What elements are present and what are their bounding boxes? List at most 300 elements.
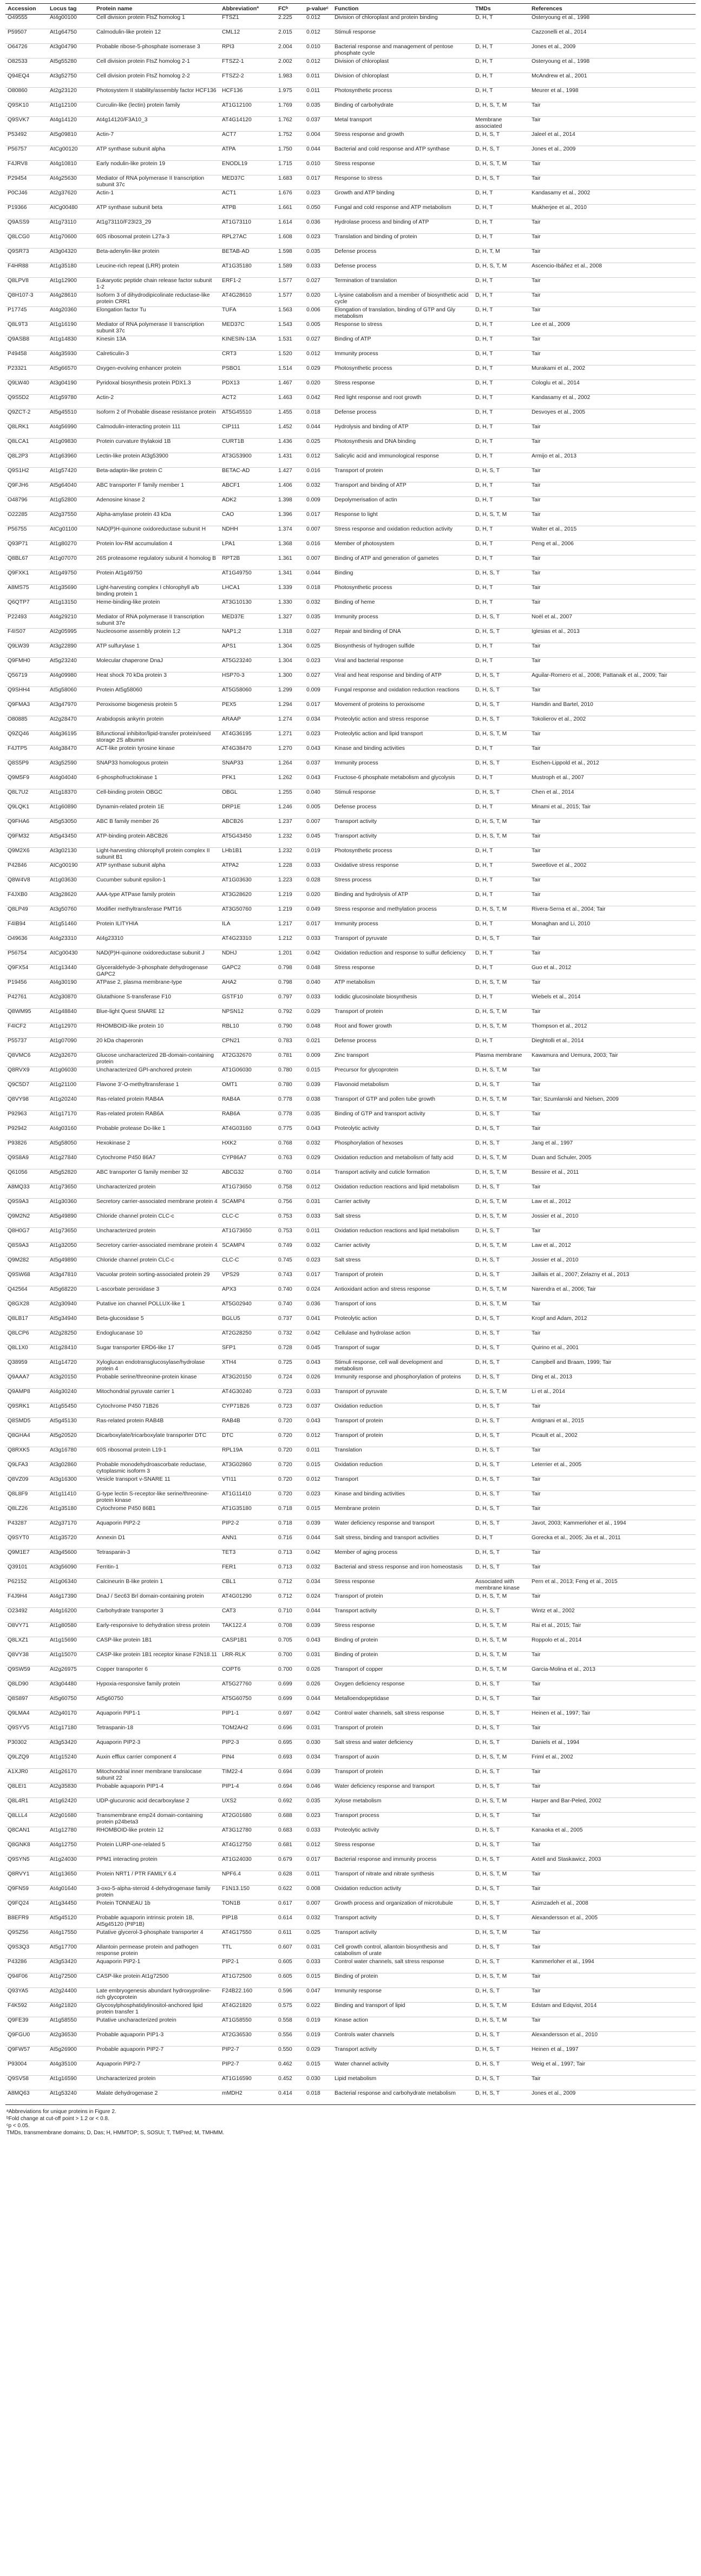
cell-p-value: 0.019 (304, 2017, 332, 2032)
table-row (5, 1228, 696, 1243)
cell-p-value: 0.033 (304, 936, 332, 950)
cell-fold-change: 0.692 (276, 1798, 304, 1813)
cell-p-value: 0.034 (304, 716, 332, 731)
cell-protein-name: Aquaporin PIP2-2 (94, 1520, 220, 1535)
cell-locus-tag: At3g04320 (48, 249, 94, 263)
cell-protein-name: Copper transporter 6 (94, 1666, 220, 1681)
cell-function: Zinc transport (332, 1052, 473, 1067)
cell-tmds: D, H, T (473, 453, 529, 468)
cell-protein-name: Aquaporin PIP2-3 (94, 1740, 220, 1754)
cell-accession: Q8L4R1 (5, 1798, 48, 1813)
cell-locus-tag: At3g16300 (48, 1476, 94, 1491)
cell-fold-change: 0.700 (276, 1666, 304, 1681)
cell-protein-name: Mediator of RNA polymerase II transcription subunit 37e (94, 614, 220, 629)
cell-function: Stress response and methylation process (332, 906, 473, 921)
cell-abbreviation: AT1G16590 (220, 2076, 276, 2090)
table-row (5, 1798, 696, 1813)
cell-locus-tag: At4g56990 (48, 424, 94, 439)
table-row (5, 1009, 696, 1023)
cell-function: Growth and ATP binding (332, 190, 473, 205)
cell-p-value: 0.010 (304, 44, 332, 58)
cell-abbreviation: AT2G28250 (220, 1330, 276, 1345)
table-row (5, 1959, 696, 1973)
cell-protein-name: 60S ribosomal protein L27a-3 (94, 234, 220, 249)
cell-fold-change: 0.740 (276, 1286, 304, 1301)
cell-abbreviation: ENODL19 (220, 161, 276, 175)
cell-accession: Q8LP49 (5, 906, 48, 921)
cell-abbreviation: GAPC2 (220, 965, 276, 979)
cell-locus-tag: At2g37550 (48, 512, 94, 526)
cell-function: Lipid metabolism (332, 2076, 473, 2090)
cell-p-value: 0.039 (304, 1082, 332, 1096)
cell-references: Murakami et al., 2002 (529, 365, 696, 380)
cell-references: Kanaoka et al., 2005 (529, 1827, 696, 1842)
table-row (5, 2003, 696, 2017)
cell-locus-tag: At1g59780 (48, 395, 94, 409)
cell-protein-name: Protein LURP-one-related 5 (94, 1842, 220, 1856)
cell-abbreviation: mMDH2 (220, 2090, 276, 2105)
cell-p-value: 0.043 (304, 775, 332, 789)
cell-abbreviation: VTI11 (220, 1476, 276, 1491)
cell-protein-name: Heat shock 70 kDa protein 3 (94, 672, 220, 687)
cell-references: Tair (529, 936, 696, 950)
cell-references: Tair (529, 2017, 696, 2032)
cell-tmds: D, H, T (473, 950, 529, 965)
cell-references: Tair (529, 599, 696, 614)
cell-function: Transport (332, 1476, 473, 1491)
cell-fold-change: 0.775 (276, 1126, 304, 1140)
cell-references: Tair (529, 1403, 696, 1418)
cell-p-value: 0.033 (304, 1959, 332, 1973)
cell-p-value: 0.019 (304, 848, 332, 862)
cell-protein-name: Kinesin 13A (94, 336, 220, 351)
table-row (5, 1476, 696, 1491)
cell-protein-name: Modifier methyltransferase PMT16 (94, 906, 220, 921)
cell-locus-tag: At3g53420 (48, 1740, 94, 1754)
cell-protein-name: Light-harvesting chlorophyll protein complex II subunit B1 (94, 848, 220, 862)
cell-p-value: 0.044 (304, 1608, 332, 1623)
cell-accession: A1XJR0 (5, 1769, 48, 1783)
cell-protein-name: ATP synthase subunit beta (94, 205, 220, 219)
cell-p-value: 0.033 (304, 1389, 332, 1403)
cell-locus-tag: At3g52750 (48, 73, 94, 88)
cell-locus-tag: At5g09810 (48, 132, 94, 146)
table-row (5, 409, 696, 424)
cell-locus-tag: At5g45130 (48, 1418, 94, 1433)
cell-protein-name: Late embryogenesis abundant hydroxyproline-rich glycoprotein (94, 1988, 220, 2003)
cell-locus-tag: At1g14830 (48, 336, 94, 351)
table-row (5, 819, 696, 833)
cell-accession: F4IS07 (5, 629, 48, 643)
cell-locus-tag: At3g47970 (48, 702, 94, 716)
table-row (5, 1754, 696, 1769)
cell-p-value: 0.019 (304, 2032, 332, 2047)
cell-protein-name: Probable aquaporin PIP2-7 (94, 2047, 220, 2061)
table-row (5, 1169, 696, 1184)
cell-p-value: 0.032 (304, 1140, 332, 1155)
cell-abbreviation: AT3G53900 (220, 453, 276, 468)
cell-function: Immunity process (332, 614, 473, 629)
cell-protein-name: Allantoin permease protein and pathogen response protein (94, 1944, 220, 1959)
cell-fold-change: 1.683 (276, 175, 304, 190)
cell-protein-name: Molecular chaperone DnaJ (94, 658, 220, 672)
cell-function: Transport of pyruvate (332, 936, 473, 950)
cell-p-value: 0.033 (304, 994, 332, 1009)
cell-fold-change: 1.300 (276, 672, 304, 687)
cell-protein-name: Elongation factor Tu (94, 307, 220, 322)
cell-accession: P22493 (5, 614, 48, 629)
cell-fold-change: 0.725 (276, 1359, 304, 1374)
cell-references: Tair (529, 249, 696, 263)
cell-function: Kinase and binding activities (332, 746, 473, 760)
cell-locus-tag: At1g64750 (48, 29, 94, 44)
cell-protein-name: ACT-like protein tyrosine kinase (94, 746, 220, 760)
cell-accession: Q9FJH6 (5, 482, 48, 497)
cell-references: Eschen-Lippold et al., 2012 (529, 760, 696, 775)
cell-p-value: 0.008 (304, 1886, 332, 1900)
cell-fold-change: 1.608 (276, 234, 304, 249)
table-row (5, 1038, 696, 1052)
cell-fold-change: 0.720 (276, 1476, 304, 1491)
cell-locus-tag: At5g66570 (48, 365, 94, 380)
cell-protein-name: Cell-binding protein OBGC (94, 789, 220, 804)
cell-fold-change: 0.732 (276, 1330, 304, 1345)
cell-tmds: D, H, S, T (473, 1783, 529, 1798)
cell-abbreviation: F1N13.150 (220, 1886, 276, 1900)
footnote-a: ᵃAbbreviations for unique proteins in Figure 2. (6, 2109, 116, 2115)
cell-tmds: D, H, S, T (473, 1140, 529, 1155)
cell-tmds: Associated with membrane kinase (473, 1579, 529, 1593)
cell-locus-tag: At1g03630 (48, 877, 94, 892)
cell-protein-name: Flavone 3'-O-methyltransferase 1 (94, 1082, 220, 1096)
cell-references: Harper and Bar-Peled, 2002 (529, 1798, 696, 1813)
cell-accession: P92963 (5, 1111, 48, 1126)
cell-tmds: D, H, S, T, M (473, 1199, 529, 1213)
cell-tmds: D, H, T (473, 482, 529, 497)
cell-fold-change: 1.262 (276, 775, 304, 789)
cell-function: Division of chloroplast and protein binding (332, 15, 473, 29)
cell-locus-tag: At3g28620 (48, 892, 94, 906)
cell-p-value: 0.033 (304, 263, 332, 278)
cell-function: Bacterial and stress response and iron homeostasis (332, 1564, 473, 1579)
cell-protein-name: Probable aquaporin PIP1-4 (94, 1783, 220, 1798)
cell-references: Alexandersson et al., 2005 (529, 1915, 696, 1930)
cell-tmds: D, H, S, T (473, 614, 529, 629)
cell-locus-tag: At3g56090 (48, 1564, 94, 1579)
cell-accession: P42761 (5, 994, 48, 1009)
cell-function: Bacterial and cold response and ATP synthase (332, 146, 473, 161)
table-row (5, 1579, 696, 1593)
cell-protein-name: Uncharacterized protein (94, 2076, 220, 2090)
cell-locus-tag: At5g64040 (48, 482, 94, 497)
cell-abbreviation: ACT7 (220, 132, 276, 146)
cell-function: Water channel activity (332, 2061, 473, 2076)
cell-tmds: D, H, S, T (473, 629, 529, 643)
cell-p-value: 0.005 (304, 322, 332, 336)
cell-fold-change: 0.700 (276, 1652, 304, 1666)
cell-tmds: D, H, T (473, 643, 529, 658)
cell-locus-tag: At2g23120 (48, 88, 94, 102)
cell-function: Response to stress (332, 175, 473, 190)
cell-accession: P62152 (5, 1579, 48, 1593)
cell-function: Member of aging process (332, 1549, 473, 1564)
cell-protein-name: Vacuolar protein sorting-associated protein 29 (94, 1272, 220, 1286)
cell-tmds: D, H, T (473, 205, 529, 219)
cell-p-value: 0.011 (304, 1447, 332, 1462)
cell-fold-change: 1.406 (276, 482, 304, 497)
cell-accession: Q9ASB8 (5, 336, 48, 351)
cell-accession: Q94EQ4 (5, 73, 48, 88)
cell-p-value: 0.026 (304, 1681, 332, 1696)
cell-function: Transport of protein (332, 1272, 473, 1286)
cell-fold-change: 0.798 (276, 965, 304, 979)
cell-abbreviation: TET3 (220, 1549, 276, 1564)
cell-accession: Q9FN59 (5, 1886, 48, 1900)
table-row (5, 892, 696, 906)
cell-tmds: D, H, S, T, M (473, 1023, 529, 1038)
table-row (5, 555, 696, 570)
cell-locus-tag: At1g32050 (48, 1243, 94, 1257)
cell-tmds: D, H, S, T (473, 1506, 529, 1520)
cell-protein-name: RHOMBOID-like protein 10 (94, 1023, 220, 1038)
cell-locus-tag: At5g58060 (48, 687, 94, 702)
cell-accession: Q9M2X6 (5, 848, 48, 862)
cell-references: Wintz et al., 2002 (529, 1608, 696, 1623)
cell-references: Aguilar-Romero et al., 2008; Pattanaik et al., 2009; Tair (529, 672, 696, 687)
cell-abbreviation: FTSZ2-1 (220, 58, 276, 73)
cell-p-value: 0.007 (304, 526, 332, 541)
cell-p-value: 0.028 (304, 877, 332, 892)
cell-p-value: 0.032 (304, 599, 332, 614)
cell-locus-tag: At5g23240 (48, 658, 94, 672)
table-row (5, 497, 696, 512)
cell-locus-tag: At1g35690 (48, 585, 94, 599)
cell-abbreviation: AT1G73650 (220, 1184, 276, 1199)
cell-protein-name: Uncharacterized protein (94, 1184, 220, 1199)
table-row (5, 1930, 696, 1944)
cell-protein-name: Malate dehydrogenase 2 (94, 2090, 220, 2105)
cell-accession: Q9SYN5 (5, 1856, 48, 1871)
cell-accession: Q9SW68 (5, 1272, 48, 1286)
cell-locus-tag: At2g28470 (48, 716, 94, 731)
cell-abbreviation: XTH4 (220, 1359, 276, 1374)
cell-references: Gorecka et al., 2005; Jia et al., 2011 (529, 1535, 696, 1549)
cell-references: Edstam and Edqvist, 2014 (529, 2003, 696, 2017)
cell-locus-tag: At1g26170 (48, 1769, 94, 1783)
table-row (5, 1243, 696, 1257)
cell-references: Kawamura and Uemura, 2003; Tair (529, 1052, 696, 1067)
cell-references: Jaleel et al., 2014 (529, 132, 696, 146)
cell-references: Kandasamy et al., 2002 (529, 395, 696, 409)
cell-locus-tag: At1g15690 (48, 1637, 94, 1652)
table-row (5, 965, 696, 979)
cell-fold-change: 0.720 (276, 1447, 304, 1462)
cell-function: Stimuli response (332, 789, 473, 804)
cell-accession: P19366 (5, 205, 48, 219)
cell-p-value: 0.034 (304, 1754, 332, 1769)
cell-tmds: D, H, S, T (473, 1710, 529, 1725)
table-row (5, 29, 696, 44)
table-row (5, 439, 696, 453)
table-row (5, 44, 696, 58)
cell-abbreviation: SFP1 (220, 1345, 276, 1359)
cell-references: Jossier et al., 2010 (529, 1213, 696, 1228)
cell-protein-name: ATP-binding protein ABCB26 (94, 833, 220, 848)
cell-p-value: 0.005 (304, 804, 332, 819)
cell-function: Stimuli response (332, 29, 473, 44)
cell-abbreviation: RPI3 (220, 44, 276, 58)
cell-p-value: 0.031 (304, 1199, 332, 1213)
cell-fold-change: 1.715 (276, 161, 304, 175)
cell-p-value: 0.045 (304, 1345, 332, 1359)
cell-references: Roppolo et al., 2014 (529, 1637, 696, 1652)
cell-references: Tair (529, 570, 696, 585)
cell-locus-tag: At3g22890 (48, 643, 94, 658)
cell-locus-tag: At4g25630 (48, 175, 94, 190)
cell-accession: Q8LLL4 (5, 1813, 48, 1827)
cell-fold-change: 1.219 (276, 906, 304, 921)
cell-references: Tair (529, 658, 696, 672)
cell-accession: Q8H107-3 (5, 292, 48, 307)
table-row (5, 132, 696, 146)
cell-p-value: 0.029 (304, 365, 332, 380)
cell-accession: O80860 (5, 88, 48, 102)
cell-references: Tair (529, 1564, 696, 1579)
cell-tmds: D, H, S, T, M (473, 1096, 529, 1111)
cell-accession: Q42564 (5, 1286, 48, 1301)
cell-tmds: D, H, S, T (473, 1564, 529, 1579)
cell-tmds: D, H, S, T (473, 1111, 529, 1126)
cell-tmds: D, H, S, T (473, 1272, 529, 1286)
cell-fold-change: 0.745 (276, 1257, 304, 1272)
cell-references: Kandasamy et al., 2002 (529, 190, 696, 205)
cell-protein-name: Actin-7 (94, 132, 220, 146)
cell-protein-name: Oxygen-evolving enhancer protein (94, 365, 220, 380)
cell-tmds: D, H, T (473, 746, 529, 760)
cell-protein-name: Mitochondrial inner membrane translocase subunit 22 (94, 1769, 220, 1783)
cell-function: Transport activity and cuticle formation (332, 1169, 473, 1184)
cell-accession: F4JXB0 (5, 892, 48, 906)
table-row (5, 1813, 696, 1827)
cell-p-value: 0.018 (304, 409, 332, 424)
cell-tmds: D, H, T (473, 395, 529, 409)
cell-p-value: 0.024 (304, 1286, 332, 1301)
cell-references: Leterrier et al., 2005 (529, 1462, 696, 1476)
cell-references: Osteryoung et al., 1998 (529, 15, 696, 29)
cell-tmds: D, H, S, T, M (473, 102, 529, 117)
cell-p-value: 0.018 (304, 585, 332, 599)
cell-abbreviation: PIP2-7 (220, 2047, 276, 2061)
cell-protein-name: Mediator of RNA polymerase II transcription subunit 37c (94, 322, 220, 336)
cell-p-value: 0.029 (304, 1155, 332, 1169)
cell-function: Response to stress (332, 322, 473, 336)
cell-references: Friml et al., 2002 (529, 1754, 696, 1769)
cell-p-value: 0.035 (304, 1111, 332, 1126)
cell-accession: Q9SZ56 (5, 1930, 48, 1944)
cell-locus-tag: At1g16590 (48, 2076, 94, 2090)
cell-tmds: D, H, S, T (473, 1988, 529, 2003)
cell-tmds: D, H, S, T (473, 1769, 529, 1783)
cell-function: Defense process (332, 1038, 473, 1052)
cell-protein-name: At4g14120/F3A10_3 (94, 117, 220, 132)
cell-accession: P0CJ46 (5, 190, 48, 205)
cell-locus-tag: At5g17700 (48, 1944, 94, 1959)
cell-locus-tag: At1g60890 (48, 804, 94, 819)
cell-locus-tag: At1g28410 (48, 1345, 94, 1359)
cell-p-value: 0.009 (304, 497, 332, 512)
cell-references: Tair (529, 1842, 696, 1856)
cell-references: Cologlu et al., 2014 (529, 380, 696, 395)
cell-fold-change: 1.264 (276, 760, 304, 775)
cell-references: Heinen et al., 1997; Tair (529, 1710, 696, 1725)
cell-p-value: 0.027 (304, 278, 332, 292)
cell-references: Tair (529, 1082, 696, 1096)
cell-locus-tag: At3g50760 (48, 906, 94, 921)
cell-function: Metal transport (332, 117, 473, 132)
cell-fold-change: 1.396 (276, 512, 304, 526)
table-row (5, 672, 696, 687)
cell-function: Hydrolysis and binding of ATP (332, 424, 473, 439)
cell-accession: P43287 (5, 1520, 48, 1535)
cell-fold-change: 1.339 (276, 585, 304, 599)
cell-references: Tair (529, 1549, 696, 1564)
cell-abbreviation: F24B22.160 (220, 1988, 276, 2003)
cell-accession: Q8L2P3 (5, 453, 48, 468)
cell-locus-tag: At4g21820 (48, 2003, 94, 2017)
header-locus: Locus tag (48, 4, 94, 15)
cell-function: Salicylic acid and immunological response (332, 453, 473, 468)
cell-p-value: 0.023 (304, 1813, 332, 1827)
cell-tmds: D, H, S, T (473, 1403, 529, 1418)
table-row (5, 1462, 696, 1476)
cell-protein-name: Mitochondrial pyruvate carrier 1 (94, 1389, 220, 1403)
cell-locus-tag: At2g30870 (48, 994, 94, 1009)
cell-tmds: D, H, S, T (473, 1345, 529, 1359)
cell-abbreviation: LRR-RLK (220, 1652, 276, 1666)
cell-accession: Q8LCG0 (5, 234, 48, 249)
cell-tmds: D, H, S, T (473, 1856, 529, 1871)
cell-abbreviation: AT2G32670 (220, 1052, 276, 1067)
cell-function: Biosynthesis of hydrogen sulfide (332, 643, 473, 658)
cell-function: ATP metabolism (332, 979, 473, 994)
cell-accession: Q9LW40 (5, 380, 48, 395)
table-row (5, 1374, 696, 1389)
cell-accession: P93004 (5, 2061, 48, 2076)
cell-locus-tag: At4g00100 (48, 15, 94, 29)
cell-locus-tag: At5g43450 (48, 833, 94, 848)
cell-tmds: D, H, S, T, M (473, 2017, 529, 2032)
cell-p-value: 0.009 (304, 1052, 332, 1067)
cell-fold-change: 0.607 (276, 1944, 304, 1959)
cell-accession: Q8LCA1 (5, 439, 48, 453)
cell-accession: P23321 (5, 365, 48, 380)
cell-abbreviation: AT3G20150 (220, 1374, 276, 1389)
cell-abbreviation: PIN4 (220, 1754, 276, 1769)
cell-p-value: 0.014 (304, 1169, 332, 1184)
cell-tmds: D, H, S, T (473, 672, 529, 687)
cell-tmds: D, H, T (473, 585, 529, 599)
cell-abbreviation: AT4G03160 (220, 1126, 276, 1140)
cell-accession: O80885 (5, 716, 48, 731)
table-row (5, 1272, 696, 1286)
cell-tmds: D, H, T (473, 775, 529, 789)
cell-abbreviation: TOM2AH2 (220, 1725, 276, 1740)
cell-fold-change: 0.743 (276, 1272, 304, 1286)
cell-locus-tag: At5g58050 (48, 1140, 94, 1155)
cell-abbreviation: RAB4A (220, 1096, 276, 1111)
cell-fold-change: 0.792 (276, 1009, 304, 1023)
cell-tmds: D, H, T (473, 658, 529, 672)
